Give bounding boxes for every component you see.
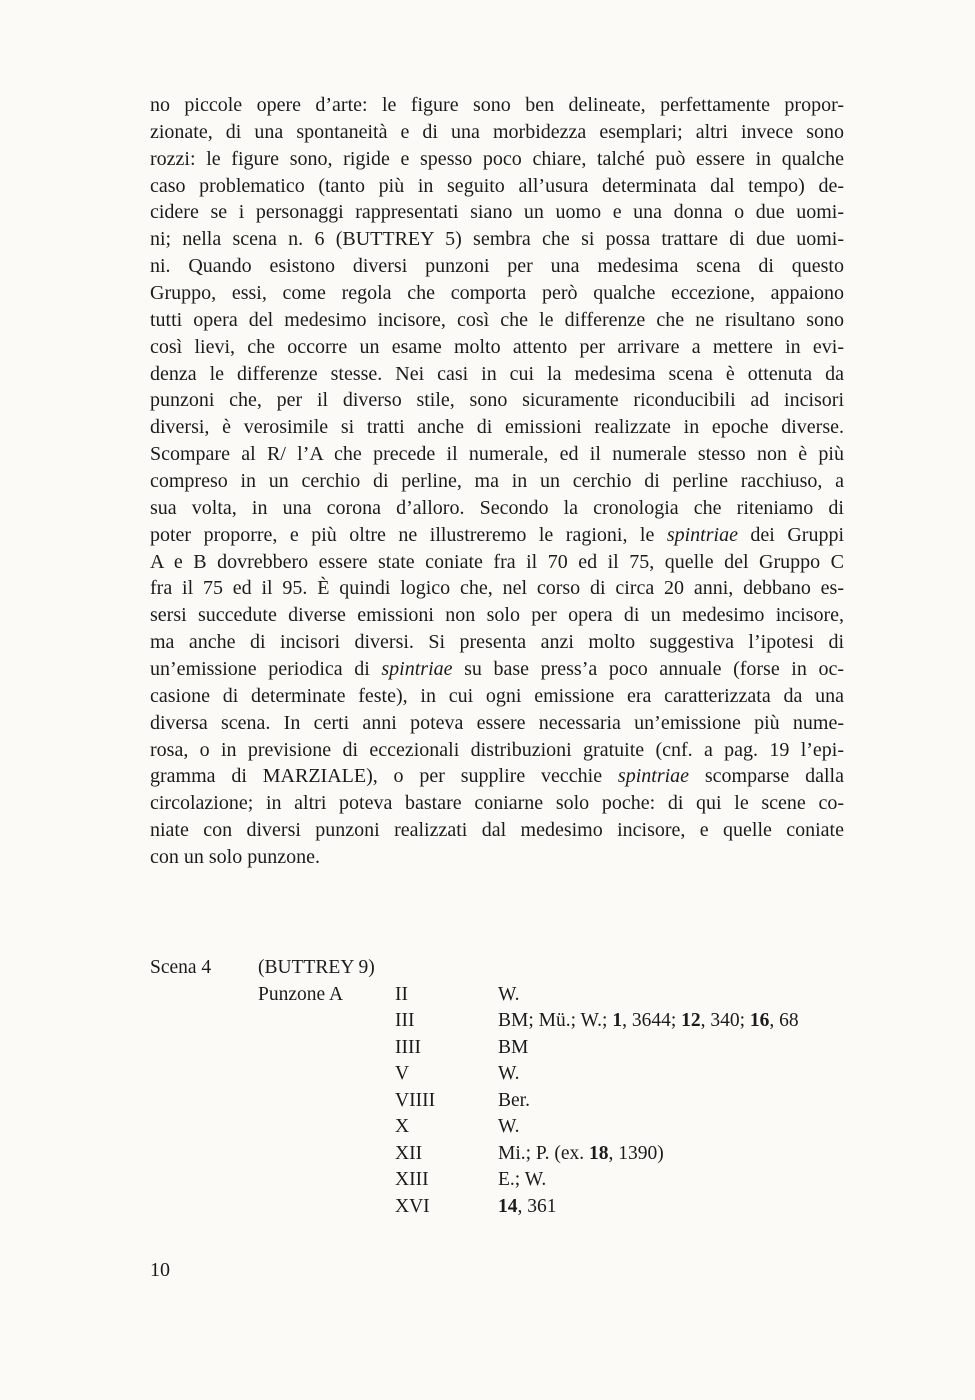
text-segment: ma anche di incisori diversi. Si presenta anzi molto suggestiva l’ipotesi di — [150, 631, 844, 654]
reference-text: , 340; — [700, 1010, 750, 1031]
text-segment: casione di determinate feste), in cui ogni emissione era caratterizzata da una — [150, 684, 844, 707]
text-line — [150, 629, 844, 656]
text-line — [150, 522, 844, 549]
text-segment: ni. Quando esistono diversi punzoni per una medesima scena di questo — [150, 255, 844, 278]
roman-numeral: VIIII — [395, 1089, 436, 1111]
body-text — [150, 92, 844, 871]
catalog-row — [150, 1035, 870, 1062]
catalog-row — [150, 1088, 870, 1115]
text-line — [150, 737, 844, 764]
volume-number: 12 — [681, 1010, 701, 1031]
reference-text: W. — [498, 1063, 520, 1084]
text-segment: zionate, di una spontaneità e di una morbidezza esemplari; altri invece sono — [150, 120, 844, 143]
text-line — [150, 199, 844, 226]
roman-numeral: XIII — [395, 1169, 429, 1190]
text-segment: fra il 75 ed il 95. È quindi logico che, nel corso di circa 20 anni, debbano es- — [150, 577, 844, 600]
roman-numeral: IIII — [395, 1036, 421, 1058]
page-number: 10 — [150, 1259, 170, 1281]
text-line — [150, 146, 844, 173]
text-segment: A e B dovrebbero essere state coniate fra il 70 ed il 75, quelle del Gruppo C — [150, 550, 844, 573]
text-line — [150, 683, 844, 710]
roman-numeral: XII — [395, 1142, 423, 1164]
text-segment: diversa scena. In certi anni poteva essere necessaria un’emissione più nume- — [150, 711, 844, 734]
text-segment: rosa, o in previsione di eccezionali distribuzioni gratuite (cnf. a pag. 19 l’epi- — [150, 738, 844, 761]
volume-number: 1 — [612, 1010, 623, 1031]
reference-text: , 68 — [769, 1010, 799, 1031]
reference-text: W. — [498, 1116, 520, 1137]
scene-reference: (BUTTREY 9) — [258, 957, 375, 978]
text-line — [150, 710, 844, 737]
text-line — [150, 173, 844, 200]
text-segment: con un solo punzone. — [150, 846, 320, 869]
collection-references — [498, 1114, 520, 1141]
text-line — [150, 307, 844, 334]
collection-references — [498, 1061, 520, 1088]
reference-text: , 1390) — [608, 1142, 664, 1164]
text-line — [150, 844, 844, 871]
reference-text: , 361 — [517, 1195, 557, 1217]
text-segment: niate con diversi punzoni realizzati dal medesimo incisore, e quelle coniate — [150, 819, 844, 842]
text-line — [150, 361, 844, 388]
text-line — [150, 656, 844, 683]
text-segment: ni; nella scena n. 6 (BUTTREY 5) sembra che si possa trattare di due uomi- — [150, 228, 844, 251]
text-segment: denza le differenze stesse. Nei casi in cui la medesima scena è ottenuta da — [150, 362, 844, 385]
catalog-table — [150, 955, 870, 1220]
text-segment: circolazione; in altri poteva bastare coniarne solo poche: di qui le scene co- — [150, 792, 844, 815]
text-line — [150, 92, 844, 119]
text-segment: cidere se i personaggi rappresentati siano un uomo e una donna o due uomi- — [150, 201, 844, 224]
reference-text: , 3644; — [622, 1010, 682, 1031]
text-segment: poter proporre, e più oltre ne illustreremo le ragioni, le — [150, 523, 667, 546]
catalog-row — [150, 1194, 870, 1221]
text-line — [150, 226, 844, 253]
text-segment: su base press’a poco annuale (forse in oc- — [452, 658, 844, 681]
text-segment: compreso in un cerchio di perline, ma in un cerchio di perline racchiuso, a — [150, 470, 844, 493]
die-label: Punzone A — [258, 983, 344, 1005]
text-segment: un’emissione periodica di — [150, 658, 382, 681]
reference-text: Ber. — [498, 1089, 530, 1111]
text-line — [150, 280, 844, 307]
italic-term: spintriae — [666, 523, 738, 546]
volume-number: 14 — [498, 1195, 518, 1217]
collection-references — [498, 982, 520, 1009]
text-segment: scomparse dalla — [689, 765, 844, 788]
collection-references — [498, 1167, 546, 1194]
text-segment: diversi, è verosimile si tratti anche di emissioni realizzate in epoche diverse. — [150, 416, 844, 439]
volume-number: 16 — [749, 1010, 770, 1031]
collection-references — [498, 1141, 664, 1168]
text-line — [150, 119, 844, 146]
roman-numeral: III — [395, 1010, 415, 1031]
text-segment: caso problematico (tanto più in seguito all’usura determinata dal tempo) de- — [150, 174, 844, 197]
text-line — [150, 602, 844, 629]
catalog-header-row — [150, 955, 870, 982]
italic-term: spintriae — [617, 765, 690, 788]
text-segment: sua volta, in una corona d’alloro. Secondo la cronologia che riteniamo di — [150, 496, 844, 519]
text-segment: tutti opera del medesimo incisore, così che le differenze che ne risultano sono — [150, 308, 844, 331]
text-segment: no piccole opere d’arte: le figure sono ben delineate, perfettamente propor- — [150, 94, 844, 116]
text-line — [150, 817, 844, 844]
roman-numeral: V — [395, 1063, 410, 1084]
italic-term: spintriae — [381, 658, 453, 681]
roman-numeral: II — [395, 983, 408, 1005]
scene-label: Scena 4 — [150, 957, 212, 978]
reference-text: W. — [498, 983, 520, 1005]
text-line — [150, 441, 844, 468]
text-segment: rozzi: le figure sono, rigide e spesso poco chiare, talché può essere in qualche — [150, 147, 844, 170]
text-line — [150, 334, 844, 361]
text-segment: dei Gruppi — [737, 523, 844, 546]
collection-references — [498, 1035, 528, 1062]
catalog-row — [150, 1114, 870, 1141]
catalog-row — [150, 982, 870, 1009]
text-segment: Gruppo, essi, come regola che comporta però qualche eccezione, appaiono — [150, 282, 844, 305]
reference-text: BM; Mü.; W.; — [498, 1010, 613, 1031]
text-line — [150, 495, 844, 522]
collection-references — [498, 1008, 799, 1035]
catalog-row — [150, 1008, 870, 1035]
text-segment: gramma di MARZIALE), o per supplire vecchie — [150, 765, 618, 788]
roman-numeral: XVI — [395, 1195, 430, 1217]
text-line — [150, 253, 844, 280]
catalog-row — [150, 1141, 870, 1168]
text-line — [150, 763, 844, 790]
text-line — [150, 549, 844, 576]
reference-text: Mi.; P. (ex. — [498, 1142, 590, 1164]
text-segment: Scompare al R/ l’A che precede il numerale, ed il numerale stesso non è più — [150, 443, 844, 466]
reference-text: E.; W. — [498, 1169, 547, 1190]
text-line — [150, 414, 844, 441]
text-line — [150, 387, 844, 414]
volume-number: 18 — [589, 1142, 609, 1164]
text-segment: così lievi, che occorre un esame molto attento per arrivare a mettere in evi- — [150, 335, 844, 358]
collection-references — [498, 1088, 530, 1115]
catalog-row — [150, 1061, 870, 1088]
text-segment: sersi succedute diverse emissioni non solo per opera di un medesimo incisore, — [150, 604, 844, 627]
reference-text: BM — [498, 1036, 529, 1058]
text-line — [150, 575, 844, 602]
text-segment: punzoni che, per il diverso stile, sono sicuramente riconducibili ad incisori — [150, 389, 844, 412]
text-line — [150, 790, 844, 817]
collection-references — [498, 1194, 557, 1221]
roman-numeral: X — [395, 1116, 410, 1137]
catalog-row — [150, 1167, 870, 1194]
text-line — [150, 468, 844, 495]
